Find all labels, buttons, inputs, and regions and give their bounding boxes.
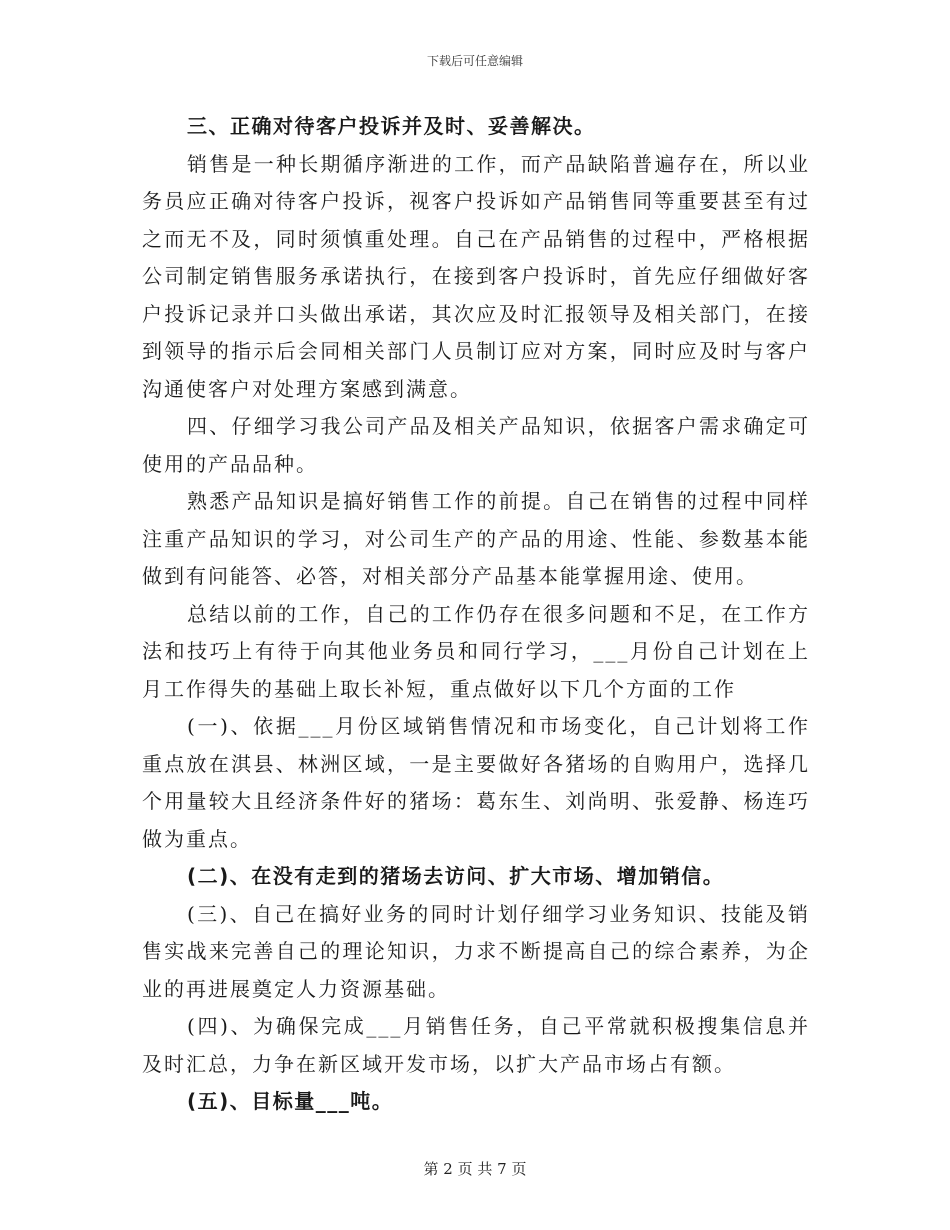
paragraph: 销售是一种长期循序渐进的工作，而产品缺陷普遍存在，所以业务员应正确对待客户投诉，视客户投诉如产品销售同等重要甚至有过之而无不及，同时须慎重处理。自己在产品销售的过程中，严格根据公司制定销售服务承诺执行，在接到客户投诉时，首先应仔细做好客户投诉记录并口头做出承诺，其次应及时汇报领导及相关部门，在接到领导的指示后会同相关部门人员制订应对方案，同时应及时与客户沟通使客户对处理方案感到满意。 bbox=[142, 151, 810, 401]
paragraph: 总结以前的工作，自己的工作仍存在很多问题和不足，在工作方法和技巧上有待于向其他业务员和同行学习，___月份自己计划在上月工作得失的基础上取长补短，重点做好以下几个方面的工作 bbox=[142, 601, 810, 701]
header-note: 下载后可任意编辑 bbox=[426, 54, 523, 68]
list-item: (二)、在没有走到的猪场去访问、扩大市场、增加销信。 bbox=[187, 864, 725, 888]
list-item: (一)、依据___月份区域销售情况和市场变化，自己计划将工作重点放在淇县、林洲区域，一是主要做好各猪场的自购用户，选择几个用量较大且经济条件好的猪场：葛东生、刘尚明、张爱静、杨连巧做为重点。 bbox=[142, 714, 810, 851]
list-item: (四)、为确保完成___月销售任务，自己平常就积极搜集信息并及时汇总，力争在新区域开发市场，以扩大产品市场占有额。 bbox=[142, 1014, 810, 1076]
document-body bbox=[142, 108, 810, 1121]
section-heading-3: 三、正确对待客户投诉并及时、妥善解决。 bbox=[187, 114, 596, 138]
page-number: 第 2 页 共 7 页 bbox=[423, 1160, 527, 1178]
section-heading-4: 四、仔细学习我公司产品及相关产品知识，依据客户需求确定可使用的产品品种。 bbox=[142, 414, 810, 476]
list-item: (五)、目标量___吨。 bbox=[187, 1089, 394, 1113]
paragraph: 熟悉产品知识是搞好销售工作的前提。自己在销售的过程中同样注重产品知识的学习，对公司生产的产品的用途、性能、参数基本能做到有问能答、必答，对相关部分产品基本能掌握用途、使用。 bbox=[142, 489, 810, 588]
list-item: (三)、自己在搞好业务的同时计划仔细学习业务知识、技能及销售实战来完善自己的理论知识，力求不断提高自己的综合素养，为企业的再进展奠定人力资源基础。 bbox=[142, 901, 810, 1001]
